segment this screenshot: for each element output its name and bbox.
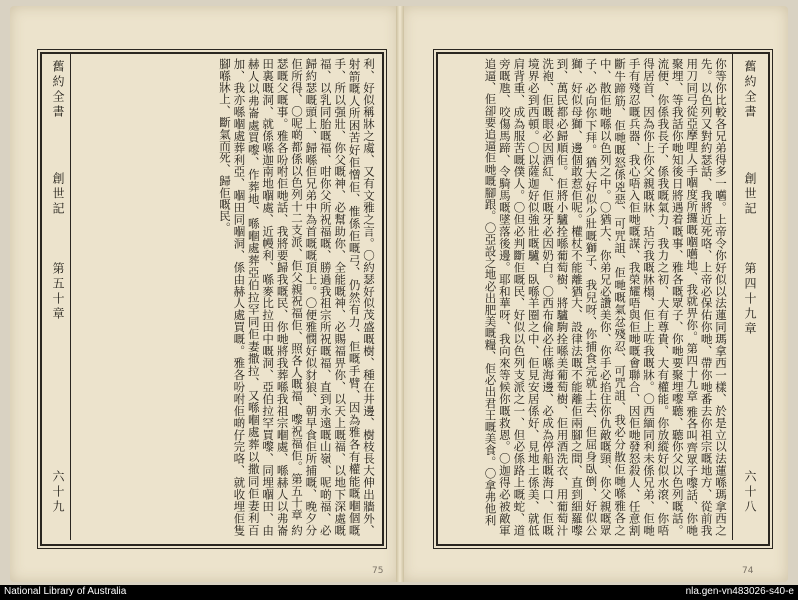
footer-bar <box>0 585 798 600</box>
left-chapter-label: 第五十章 <box>51 262 65 322</box>
right-running-rule <box>732 54 733 540</box>
right-chapter-label: 第四十九章 <box>743 262 757 337</box>
left-body-text: 利、好似稱牀之䖏、又有文雅之言。〇約瑟好似茂盛嘅樹、種在井邊、樹枝長大伸出牆外、射箭嘅人所困苦好佢憎佢、惟係佢嘅弓、仍然有力、佢嘅手臂、因為雅各有權能嘅嗰個嘅手、所以强壯、你父嘅神、必幫助你、全能嘅神、必賜福畀你、以天上嘅福、以地下深處嘅福、以乳同胎嘅福、咁你父所祝福嘅、勝過我祖宗所祝嘅福、直到永遠嘅山嶺、呢啲福、必歸約瑟嘅頭上、歸喺佢兄弟中為首嘅嘅頂上。〇便雅憫好似豺狼、朝早食佢所捕嘅、晚夕分佢所得、〇呢啲都係以色列十二支派、佢父親祝福佢、照各人嘅福、嚟祝福佢。第五十章 約瑟嘅父嘅事。雅各吩咐佢哋話、我將要歸我嘅民、你哋將我葬喺我祖宗嗰處、喺赫人以弗崙田裏嘅洞、就係喺迦南地嗰處、近幔利、喺麥比拉田中嘅洞、亞伯拉罕買嚟、同埋嗰田、由赫人以弗崙處買嚟、作葬地、喺嗰處葬亞伯拉罕同佢妻撒拉、又喺嗰處葬以撒同佢妻利百加、我亦喺嗰處葬利亞、嗰田同嗰洞、係由赫人處買嘅。雅各吩咐佢啲仔完咯、就收埋佢隻腳喺牀上、斷氣而死、歸佢嘅民。 <box>217 58 376 536</box>
footer-library-name: National Library of Australia <box>4 586 127 597</box>
left-pencil-folio: 75 <box>372 566 384 576</box>
right-body-text: 你等你比較各兄弟得多一嚿。上帝令你好似以法蓮同瑪拿西一樣、於是立以法蓮喺瑪拿西之先。以色列又對約瑟話、我將近死咯、上帝必保佑你哋、帶你哋番去你祖宗嘅地方、從前我用刀同弓從亞摩哩人手嗰度所攞嘅嗰嚿地、我就畀你。第四十九章 雅各叫齊眾子嚟話、你哋聚埋、等我話你哋知後日將遇着嘅事、雅各嘅眾子、你哋要聚埋嚟聽、聽你父以色列嘅話。流便、你係我長子、係我嘅氣力、我力之初、大有尊貴、大有權能。你放縱好似水滾、你唔得居首、因為你上你父親嘅牀、玷污我嘅牀榻、佢上咗我嘅牀。〇西緬同利未係兄弟、佢哋手有殘忍嘅兵器、我心唔入佢哋嘅謀、我榮耀唔與佢哋嘅會聯合、因佢哋發怒殺人、任意割斷牛蹄筋、佢哋嘅怒係兇惡、可咒詛、佢哋嘅氣忿殘忍、可咒詛、我必分散佢哋喺雅各之中、散佢哋喺以色列之中。〇猶大、你弟兄必讚美你、你手必掐住你仇敵嘅頸、你父親嘅眾子、必向你下拜。猶大好似少壯嘅獅子、我兒呀、你捕食完就上去、佢屈身臥倒、好似公獅、好似母獅、邊個敢惹佢呢。權杖不能離猶大、設律法嘅不能離佢兩腳之間、直到細羅嚟到、萬民都必歸順佢。佢將小驢拴喺葡萄樹、將驢駒拴喺美葡萄樹、佢用酒洗衣、用葡萄汁洗袍、佢嘅眼必因酒紅、佢嘅牙必因奶白。〇西布倫必住喺海邊、必成為停船嘅海口、佢嘅境界必到西頓。〇以薩迦好似強壯嘅驢、臥喺羊圈之中、佢見安居係好、見地土係美、就低肩背重、成為服苦嘅僕人。〇但必判斷佢嘅民、好似以色列支派之一、但必係路上嘅蛇、道旁嘅虺、咬傷馬蹄、令騎馬嘅墜落後邊。耶和華呀、我向來等候你嘅救恩。〇迦得必被敵軍追逼、佢卻要追逼佢哋嘅腳跟。〇亞設之地必出肥美嘅糧、佢必出君王嘅美食。〇拿弗他利 <box>483 58 728 536</box>
left-section-title: 創世記 <box>51 172 65 217</box>
footer-record-id: nla.gen-vn483026-s40-e <box>685 586 794 597</box>
left-page-number: 六十九 <box>51 470 65 515</box>
right-book-title: 舊約全書 <box>743 60 757 120</box>
left-book-title: 舊約全書 <box>51 60 65 120</box>
right-pencil-folio: 74 <box>742 566 754 576</box>
left-running-rule <box>70 54 71 540</box>
right-section-title: 創世記 <box>743 172 757 217</box>
book-gutter <box>396 6 404 582</box>
right-page-number: 六十八 <box>743 470 757 515</box>
